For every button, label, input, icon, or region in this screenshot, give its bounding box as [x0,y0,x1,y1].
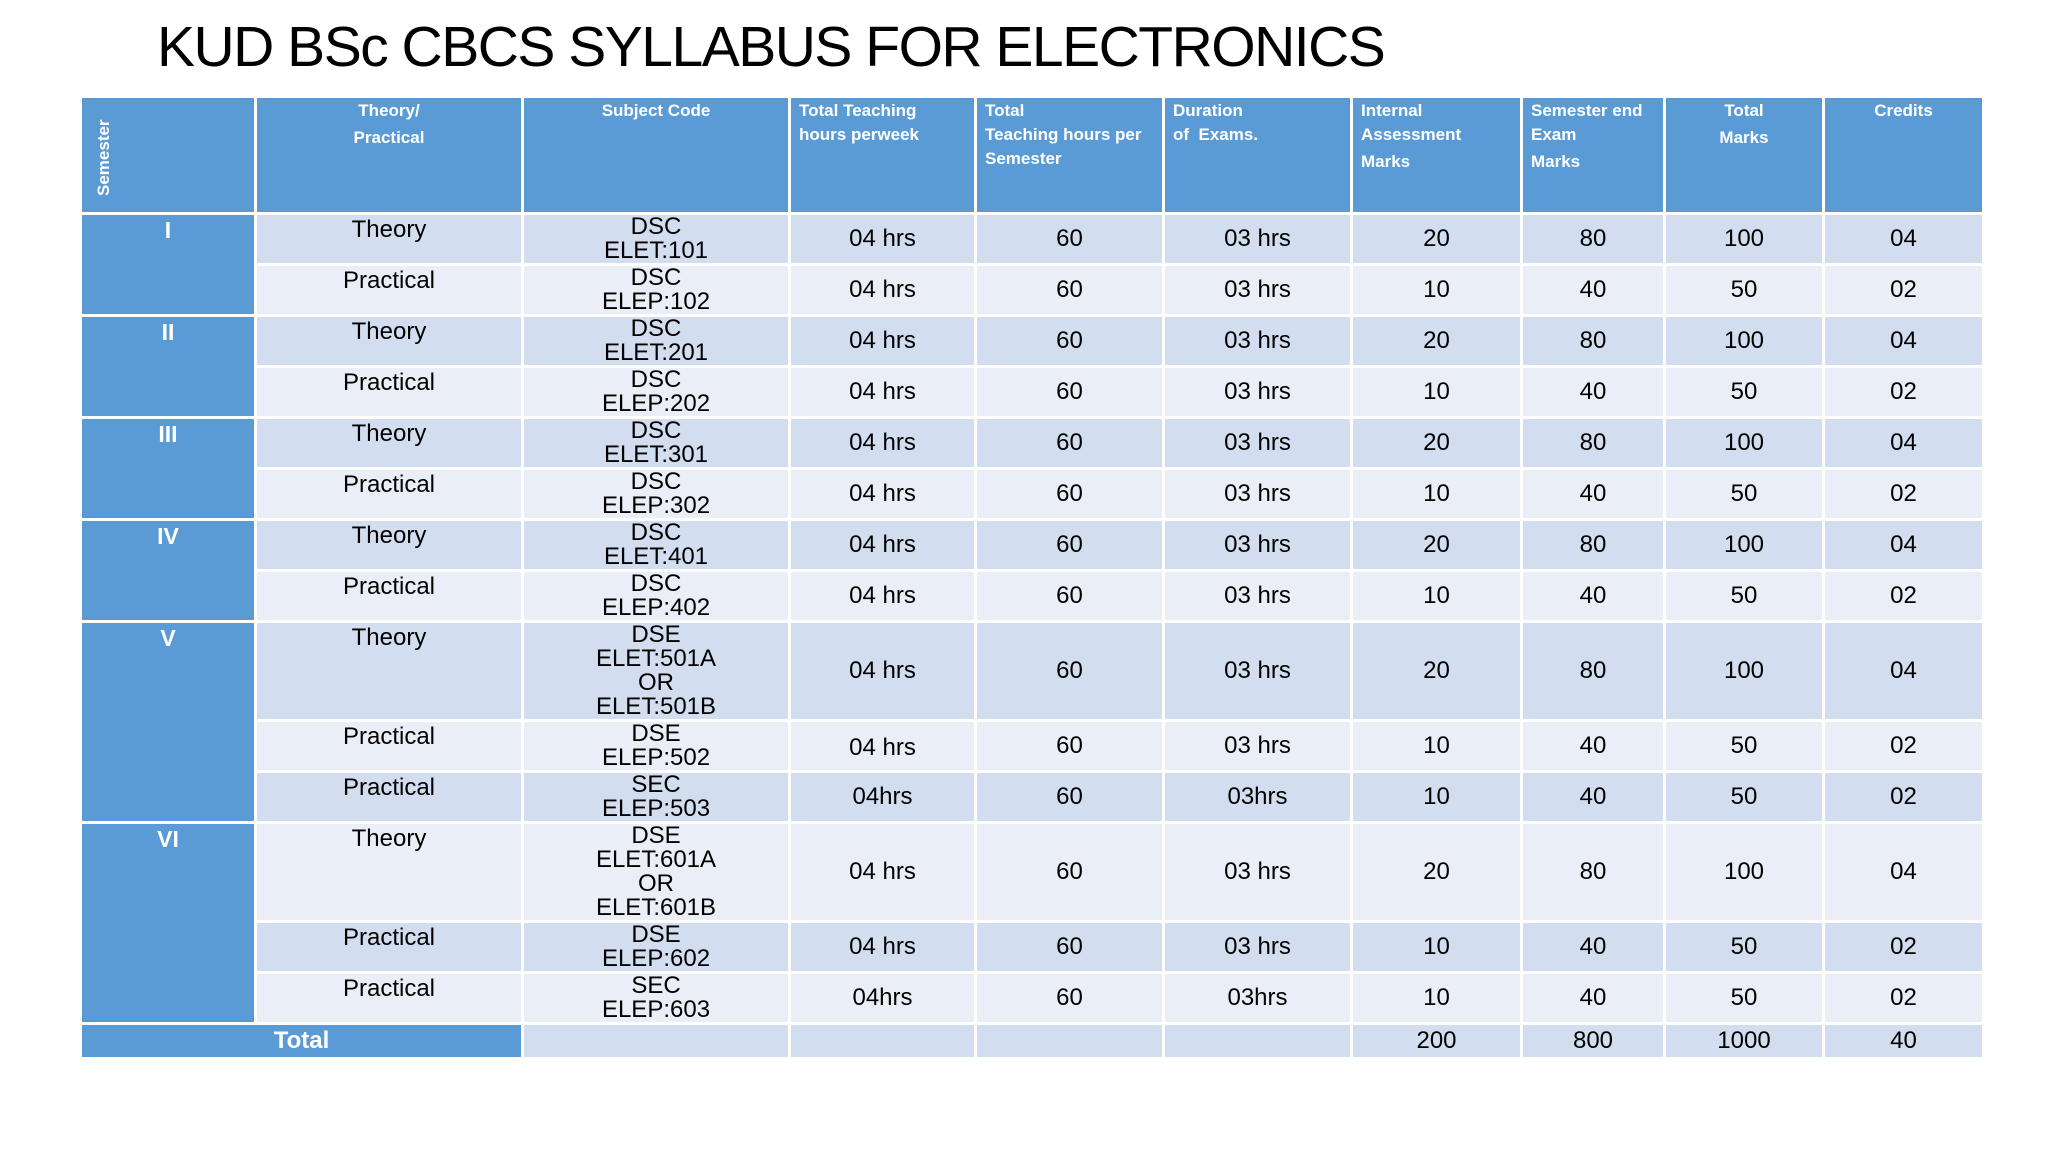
internal-marks-cell: 10 [1352,721,1522,772]
header-semester-end [1522,97,1665,214]
header-line: Total [1724,101,1764,120]
subject-code-line: ELEP:402 [601,594,711,621]
header-line: Teaching hours per [985,125,1142,144]
internal-marks-cell: 20 [1352,520,1522,571]
hours-semester-cell: 60 [976,469,1164,520]
credits-cell: 04 [1824,316,1984,367]
semester-end-marks-cell: 80 [1522,622,1665,721]
table-body [81,214,1984,1059]
subject-code-line: DSE [631,822,681,849]
total-marks-cell: 100 [1665,316,1824,367]
total-empty-cell [976,1024,1164,1059]
header-line: Total Teaching [799,101,917,120]
subject-code-line: DSC [630,468,682,495]
subject-code-line: ELET:301 [603,441,709,468]
semester-cell: I [81,214,256,316]
table-row [81,721,1984,772]
header-line: Marks [1361,152,1411,171]
total-marks-cell: 100 [1665,418,1824,469]
table-row [81,214,1984,265]
subject-code-cell [523,571,790,622]
total-empty-cell [790,1024,976,1059]
table-row [81,316,1984,367]
subject-code-line: ELEP:302 [601,492,711,519]
hours-week-cell: 04 hrs [790,721,976,772]
semester-end-marks-cell: 40 [1522,973,1665,1024]
total-marks-cell: 50 [1665,973,1824,1024]
hours-week-cell: 04 hrs [790,922,976,973]
credits-cell: 02 [1824,469,1984,520]
internal-marks-cell: 20 [1352,214,1522,265]
table-row [81,772,1984,823]
semester-end-marks-cell: 40 [1522,571,1665,622]
subject-code-cell [523,418,790,469]
subject-code-line: ELET:601B [595,894,717,921]
total-label: Total [81,1024,523,1059]
hours-semester-cell: 60 [976,418,1164,469]
subject-code-cell [523,520,790,571]
duration-cell: 03 hrs [1164,823,1352,922]
hours-week-cell: 04 hrs [790,571,976,622]
subject-code-cell [523,973,790,1024]
type-cell: Practical [256,469,523,520]
credits-cell: 02 [1824,721,1984,772]
subject-code-line: OR [638,870,674,897]
duration-cell: 03 hrs [1164,367,1352,418]
semester-end-marks-cell: 80 [1522,316,1665,367]
header-duration [1164,97,1352,214]
header-internal-assessment [1352,97,1522,214]
subject-code-cell [523,772,790,823]
total-empty-cell [1164,1024,1352,1059]
type-cell: Practical [256,571,523,622]
subject-code-cell [523,469,790,520]
semester-end-marks-cell: 40 [1522,265,1665,316]
header-line: Semester [985,149,1062,168]
total-empty-cell [523,1024,790,1059]
hours-semester-cell: 60 [976,520,1164,571]
internal-marks-cell: 20 [1352,622,1522,721]
subject-code-cell [523,622,790,721]
type-cell: Practical [256,772,523,823]
subject-code-line: ELEP:202 [601,390,711,417]
semester-end-marks-cell: 40 [1522,367,1665,418]
syllabus-table [79,95,1985,1060]
semester-end-marks-cell: 80 [1522,214,1665,265]
subject-code-cell [523,265,790,316]
internal-marks-cell: 10 [1352,973,1522,1024]
hours-semester-cell: 60 [976,973,1164,1024]
total-marks-cell: 50 [1665,265,1824,316]
header-semester-label: Semester [94,119,113,196]
total-marks-cell: 100 [1665,214,1824,265]
duration-cell: 03 hrs [1164,469,1352,520]
total-marks-cell: 1000 [1665,1024,1824,1059]
subject-code-line: DSE [631,621,681,648]
hours-semester-cell: 60 [976,823,1164,922]
header-row [81,97,1984,214]
total-credits-cell: 40 [1824,1024,1984,1059]
semester-cell: VI [81,823,256,1024]
type-cell: Practical [256,265,523,316]
semester-end-marks-cell: 80 [1522,823,1665,922]
header-line: Practical [353,128,425,147]
subject-code-line: ELEP:603 [601,996,711,1023]
duration-cell: 03 hrs [1164,520,1352,571]
hours-week-cell: 04 hrs [790,367,976,418]
internal-marks-cell: 10 [1352,922,1522,973]
table-row [81,973,1984,1024]
hours-semester-cell: 60 [976,721,1164,772]
subject-code-line: ELEP:602 [601,945,711,972]
subject-code-line: ELET:501A [595,645,717,672]
type-cell: Theory [256,214,523,265]
type-cell: Practical [256,367,523,418]
table-row [81,922,1984,973]
credits-cell: 04 [1824,418,1984,469]
semester-end-marks-cell: 80 [1522,418,1665,469]
hours-semester-cell: 60 [976,922,1164,973]
table-row [81,367,1984,418]
subject-code-line: DSC [630,417,682,444]
hours-week-cell: 04 hrs [790,214,976,265]
subject-code-cell [523,823,790,922]
subject-code-line: ELEP:503 [601,795,711,822]
duration-cell: 03 hrs [1164,214,1352,265]
table-row [81,520,1984,571]
semester-cell: III [81,418,256,520]
total-marks-cell: 50 [1665,367,1824,418]
subject-code-cell [523,316,790,367]
total-marks-cell: 50 [1665,571,1824,622]
hours-week-cell: 04 hrs [790,265,976,316]
total-marks-cell: 100 [1665,622,1824,721]
header-line: Semester end [1531,101,1643,120]
table-row [81,622,1984,721]
type-cell: Theory [256,316,523,367]
credits-cell: 04 [1824,823,1984,922]
hours-semester-cell: 60 [976,571,1164,622]
hours-week-cell: 04 hrs [790,418,976,469]
subject-code-line: DSC [630,264,682,291]
total-marks-cell: 100 [1665,823,1824,922]
subject-code-line: DSC [630,315,682,342]
hours-semester-cell: 60 [976,316,1164,367]
header-subject-code [523,97,790,214]
duration-cell: 03 hrs [1164,922,1352,973]
header-subject-code-label: Subject Code [601,101,711,120]
credits-cell: 02 [1824,922,1984,973]
semester-cell: II [81,316,256,418]
header-credits-label: Credits [1874,101,1933,120]
type-cell: Theory [256,823,523,922]
total-marks-cell: 50 [1665,922,1824,973]
total-row [81,1024,1984,1059]
semester-cell: IV [81,520,256,622]
credits-cell: 02 [1824,973,1984,1024]
semester-end-marks-cell: 80 [1522,520,1665,571]
internal-marks-cell: 10 [1352,469,1522,520]
duration-cell: 03 hrs [1164,571,1352,622]
internal-marks-cell: 10 [1352,367,1522,418]
subject-code-cell [523,721,790,772]
hours-week-cell: 04 hrs [790,622,976,721]
subject-code-line: ELEP:502 [601,744,711,771]
header-semester [81,97,256,214]
hours-week-cell: 04 hrs [790,469,976,520]
table-row [81,418,1984,469]
hours-week-cell: 04 hrs [790,823,976,922]
credits-cell: 04 [1824,214,1984,265]
internal-marks-cell: 10 [1352,571,1522,622]
hours-semester-cell: 60 [976,772,1164,823]
type-cell: Theory [256,418,523,469]
type-cell: Theory [256,622,523,721]
duration-cell: 03hrs [1164,772,1352,823]
header-credits [1824,97,1984,214]
semester-end-marks-cell: 40 [1522,922,1665,973]
slide-title: KUD BSc CBCS SYLLABUS FOR ELECTRONICS [157,15,1385,79]
total-internal-cell: 200 [1352,1024,1522,1059]
subject-code-line: ELET:401 [603,543,709,570]
subject-code-line: ELET:501B [595,693,717,720]
type-cell: Theory [256,520,523,571]
type-cell: Practical [256,721,523,772]
hours-week-cell: 04 hrs [790,316,976,367]
credits-cell: 02 [1824,265,1984,316]
table-row [81,823,1984,922]
total-marks-cell: 50 [1665,721,1824,772]
hours-semester-cell: 60 [976,622,1164,721]
subject-code-line: DSC [630,213,682,240]
subject-code-line: ELEP:102 [601,288,711,315]
header-line: hours perweek [799,125,919,144]
internal-marks-cell: 10 [1352,772,1522,823]
header-line: Assessment [1361,125,1462,144]
table-row [81,571,1984,622]
subject-code-line: DSC [630,519,682,546]
hours-semester-cell: 60 [976,367,1164,418]
type-cell: Practical [256,973,523,1024]
header-line: Exam [1531,125,1577,144]
hours-week-cell: 04 hrs [790,520,976,571]
internal-marks-cell: 10 [1352,265,1522,316]
hours-semester-cell: 60 [976,265,1164,316]
table-row [81,265,1984,316]
hours-week-cell: 04hrs [790,973,976,1024]
duration-cell: 03 hrs [1164,721,1352,772]
hours-semester-cell: 60 [976,214,1164,265]
subject-code-line: SEC [631,771,681,798]
header-total-marks [1665,97,1824,214]
header-line: Internal [1361,101,1423,120]
total-semester-end-cell: 800 [1522,1024,1665,1059]
duration-cell: 03 hrs [1164,265,1352,316]
subject-code-cell [523,922,790,973]
semester-end-marks-cell: 40 [1522,772,1665,823]
total-marks-cell: 50 [1665,772,1824,823]
header-line: Marks [1531,152,1581,171]
subject-code-line: DSE [631,720,681,747]
subject-code-cell [523,367,790,418]
table-row [81,469,1984,520]
credits-cell: 04 [1824,622,1984,721]
subject-code-line: SEC [631,972,681,999]
hours-week-cell: 04hrs [790,772,976,823]
subject-code-line: DSC [630,570,682,597]
header-line: Duration [1173,101,1243,120]
semester-end-marks-cell: 40 [1522,721,1665,772]
header-line: Total [985,101,1025,120]
subject-code-line: DSE [631,921,681,948]
subject-code-cell [523,214,790,265]
header-line: Marks [1719,128,1769,147]
duration-cell: 03 hrs [1164,316,1352,367]
internal-marks-cell: 20 [1352,823,1522,922]
header-teaching-hours-week [790,97,976,214]
subject-code-line: DSC [630,366,682,393]
total-marks-cell: 50 [1665,469,1824,520]
header-teaching-hours-semester [976,97,1164,214]
duration-cell: 03 hrs [1164,622,1352,721]
subject-code-line: ELET:201 [603,339,709,366]
type-cell: Practical [256,922,523,973]
credits-cell: 02 [1824,772,1984,823]
credits-cell: 02 [1824,367,1984,418]
header-line: Theory/ [358,101,420,120]
credits-cell: 02 [1824,571,1984,622]
semester-cell: V [81,622,256,823]
subject-code-line: ELET:101 [603,237,709,264]
header-line: of Exams. [1173,125,1259,144]
subject-code-line: OR [638,669,674,696]
internal-marks-cell: 20 [1352,418,1522,469]
header-theory-practical [256,97,523,214]
duration-cell: 03hrs [1164,973,1352,1024]
credits-cell: 04 [1824,520,1984,571]
internal-marks-cell: 20 [1352,316,1522,367]
total-marks-cell: 100 [1665,520,1824,571]
subject-code-line: ELET:601A [595,846,717,873]
semester-end-marks-cell: 40 [1522,469,1665,520]
duration-cell: 03 hrs [1164,418,1352,469]
